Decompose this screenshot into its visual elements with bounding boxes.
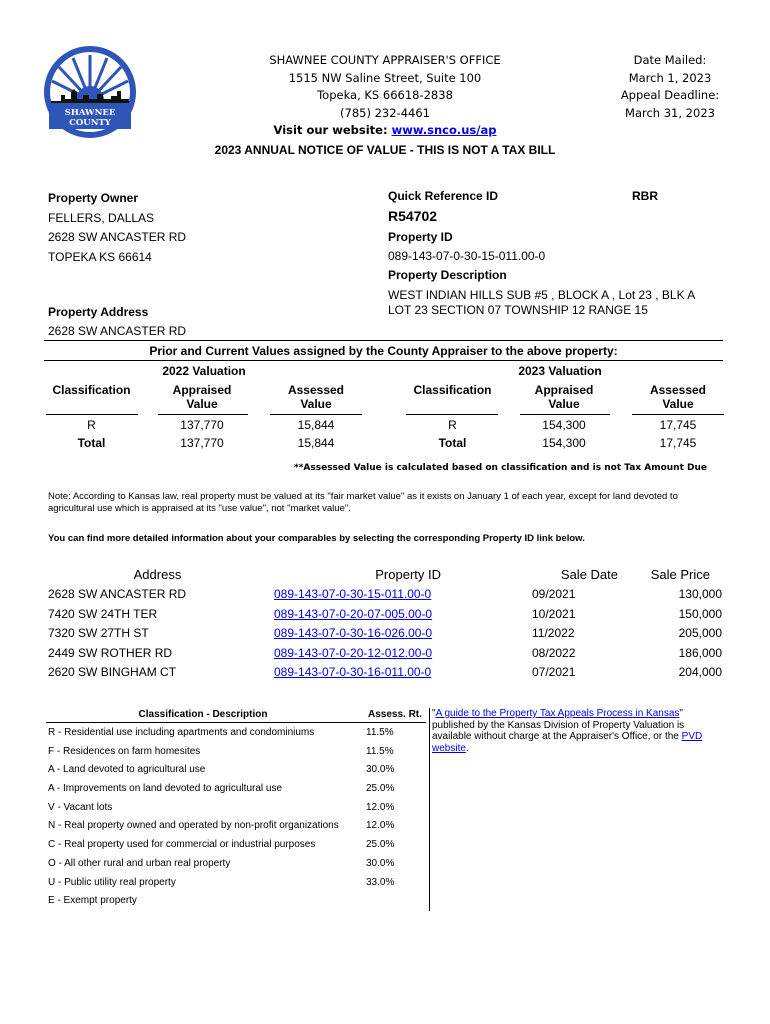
current-total-appraised: 154,300 bbox=[542, 436, 586, 450]
prior-col-appraised-l1: Appraised bbox=[172, 383, 232, 397]
classification-desc: U - Public utility real property bbox=[48, 876, 176, 888]
property-address: 2628 SW ANCASTER RD bbox=[48, 324, 187, 338]
classification-rate: 30.0% bbox=[366, 764, 395, 776]
appeal-deadline: March 31, 2023 bbox=[625, 105, 715, 120]
classification-rate: 25.0% bbox=[366, 783, 395, 795]
property-id: 089-143-07-0-30-15-011.00-0 bbox=[388, 249, 546, 263]
prior-col-classification: Classification bbox=[52, 383, 131, 397]
quick-ref-id: R54702 bbox=[388, 208, 438, 224]
prior-year-label: 2022 Valuation bbox=[162, 364, 246, 378]
classification-desc: R - Residential use including apartments and condominiums bbox=[48, 727, 315, 738]
column-divider bbox=[429, 708, 430, 911]
description-line2: LOT 23 SECTION 07 TOWNSHIP 12 RANGE 15 bbox=[388, 303, 648, 317]
assessed-footnote: **Assessed Value is calculated based on classification and is not Tax Amount Due bbox=[294, 463, 707, 473]
appeals-guide-note bbox=[432, 708, 732, 754]
website-label: Visit our website: bbox=[273, 123, 388, 137]
property-description bbox=[388, 288, 695, 318]
rule bbox=[270, 414, 362, 415]
office-address-block bbox=[240, 52, 530, 140]
prior-col-appraised bbox=[152, 383, 252, 411]
current-row-cls: R bbox=[448, 418, 457, 432]
guide-open-quote: " bbox=[432, 708, 436, 719]
guide-line4 bbox=[432, 743, 732, 755]
prior-row-assessed: 15,844 bbox=[297, 418, 335, 432]
classification-row bbox=[0, 839, 430, 858]
comp-sale-price: 186,000 bbox=[678, 645, 722, 660]
current-total-cls: Total bbox=[438, 436, 467, 450]
appeals-guide-link[interactable]: A guide to the Property Tax Appeals Process in Kansas bbox=[435, 708, 680, 719]
classification-row bbox=[0, 877, 430, 896]
classification-desc: C - Real property used for commercial or industrial purposes bbox=[48, 839, 316, 851]
property-address-label: Property Address bbox=[48, 305, 149, 319]
classification-row bbox=[0, 764, 430, 783]
comp-address: 2628 SW ANCASTER RD bbox=[48, 587, 187, 601]
comp-row bbox=[0, 587, 770, 607]
classification-row bbox=[0, 727, 430, 746]
rule bbox=[406, 414, 498, 415]
classification-desc: N - Real property owned and operated by non-profit organizations bbox=[48, 820, 339, 832]
current-col-classification: Classification bbox=[413, 383, 492, 397]
values-section-title: Prior and Current Values assigned by the County Appraiser to the above property: bbox=[149, 344, 618, 358]
classification-rate: 30.0% bbox=[366, 857, 395, 869]
prior-col-appraised-l2: Value bbox=[186, 397, 218, 411]
current-total-assessed: 17,745 bbox=[659, 436, 697, 450]
comp-address: 7320 SW 27TH ST bbox=[48, 626, 149, 641]
comp-sale-date: 10/2021 bbox=[532, 606, 576, 621]
prior-col-assessed-l1: Assessed bbox=[287, 383, 345, 397]
classification-rate: 33.0% bbox=[366, 876, 395, 888]
prior-total-cls: Total bbox=[77, 436, 106, 450]
svg-text:COUNTY: COUNTY bbox=[69, 118, 111, 128]
classification-desc: A - Land devoted to agricultural use bbox=[48, 764, 206, 776]
dates-block bbox=[595, 52, 745, 122]
comp-sale-date: 09/2021 bbox=[532, 587, 576, 601]
office-city: Topeka, KS 66618-2838 bbox=[317, 88, 453, 102]
note-line1: Note: According to Kansas law, real property must be valued at its "fair market value" as it exists on January 1 of each year, except for land devoted to bbox=[48, 491, 678, 502]
guide-line1 bbox=[432, 708, 732, 720]
comp-sale-date: 08/2022 bbox=[532, 645, 576, 660]
prior-col-assessed-l2: Value bbox=[300, 397, 332, 411]
owner-label: Property Owner bbox=[48, 191, 139, 205]
quick-ref-label: Quick Reference ID bbox=[388, 189, 499, 203]
classification-rate: 12.0% bbox=[366, 820, 395, 832]
values-title-rule bbox=[44, 360, 723, 361]
classification-row bbox=[0, 895, 430, 914]
owner-name: FELLERS, DALLAS bbox=[48, 210, 155, 225]
classification-header: Classification - Description bbox=[138, 709, 268, 720]
comp-property-id-link[interactable]: 089-143-07-0-20-07-005.00-0 bbox=[274, 606, 433, 621]
classification-rate: 12.0% bbox=[366, 801, 395, 813]
description-line1: WEST INDIAN HILLS SUB #5 , BLOCK A , Lot 23 , BLK A bbox=[388, 288, 696, 302]
pvd-link[interactable]: PVD bbox=[681, 731, 703, 742]
prior-row-cls: R bbox=[87, 418, 96, 432]
comp-sale-price: 204,000 bbox=[678, 665, 722, 680]
notice-title: 2023 ANNUAL NOTICE OF VALUE - THIS IS NOT A TAX BILL bbox=[214, 143, 556, 157]
comp-header-sale-date: Sale Date bbox=[560, 567, 618, 582]
comp-sale-price: 150,000 bbox=[678, 606, 722, 621]
guide-close-quote: " bbox=[679, 708, 683, 719]
current-col-assessed-l1: Assessed bbox=[649, 383, 707, 397]
owner-address1: 2628 SW ANCASTER RD bbox=[48, 230, 187, 244]
comp-header-property-id: Property ID bbox=[375, 567, 441, 582]
comparables-intro: You can find more detailed information about your comparables by selecting the corresponding Property ID link below. bbox=[48, 533, 585, 544]
comp-row bbox=[0, 607, 770, 627]
classification-desc: A - Improvements on land devoted to agricultural use bbox=[48, 783, 283, 795]
comp-sale-date: 11/2022 bbox=[532, 626, 575, 641]
guide-period: . bbox=[465, 742, 469, 754]
current-col-appraised-l1: Appraised bbox=[534, 383, 594, 397]
comp-header-sale-price: Sale Price bbox=[650, 567, 710, 582]
comparables-list bbox=[0, 587, 770, 685]
date-mailed: March 1, 2023 bbox=[628, 70, 712, 85]
rule bbox=[520, 414, 610, 415]
comp-sale-price: 205,000 bbox=[678, 626, 722, 641]
current-row-appraised: 154,300 bbox=[542, 418, 586, 432]
comp-row bbox=[0, 646, 770, 666]
classification-desc: O - All other rural and urban real property bbox=[48, 857, 231, 869]
assess-rate-header: Assess. Rt. bbox=[368, 709, 422, 720]
rule bbox=[632, 414, 724, 415]
classification-row bbox=[0, 802, 430, 821]
comp-row bbox=[0, 626, 770, 646]
rule bbox=[46, 414, 138, 415]
prior-col-assessed bbox=[266, 383, 366, 411]
comp-address: 2449 SW ROTHER RD bbox=[48, 645, 173, 660]
classification-row bbox=[0, 746, 430, 765]
prior-total-assessed: 15,844 bbox=[297, 436, 335, 450]
svg-text:SHAWNEE: SHAWNEE bbox=[64, 108, 116, 118]
owner-address2: TOPEKA KS 66614 bbox=[48, 249, 152, 264]
office-street: 1515 NW Saline Street, Suite 100 bbox=[288, 70, 482, 85]
classification-row bbox=[0, 820, 430, 839]
guide-line3 bbox=[432, 731, 732, 743]
guide-line3-text: available without charge at the Appraiser's Office, or the bbox=[432, 731, 682, 742]
classification-desc: E - Exempt property bbox=[48, 895, 137, 907]
comp-property-id-link[interactable]: 089-143-07-0-20-12-012.00-0 bbox=[274, 645, 433, 660]
current-col-appraised-l2: Value bbox=[548, 397, 580, 411]
rbr-label: RBR bbox=[632, 189, 658, 203]
property-description-label: Property Description bbox=[388, 268, 507, 282]
property-id-label: Property ID bbox=[388, 230, 453, 244]
values-top-rule bbox=[44, 340, 723, 341]
comp-sale-date: 07/2021 bbox=[532, 665, 576, 680]
pvd-website-link[interactable]: website bbox=[432, 742, 466, 754]
kansas-law-note bbox=[48, 491, 738, 515]
current-col-assessed bbox=[628, 383, 728, 411]
classification-row bbox=[0, 783, 430, 802]
classification-list bbox=[0, 727, 430, 914]
classification-row bbox=[0, 858, 430, 877]
classification-rate: 11.5% bbox=[366, 727, 394, 738]
county-seal-logo bbox=[43, 45, 137, 139]
comp-sale-price: 130,000 bbox=[678, 587, 722, 601]
office-phone: (785) 232-4461 bbox=[340, 105, 430, 120]
classification-desc: F - Residences on farm homesites bbox=[48, 745, 201, 757]
current-row-assessed: 17,745 bbox=[659, 418, 697, 432]
comp-property-id-link[interactable]: 089-143-07-0-30-16-026.00-0 bbox=[274, 626, 433, 641]
prior-total-appraised: 137,770 bbox=[180, 436, 224, 450]
comp-address: 2620 SW BINGHAM CT bbox=[48, 665, 177, 680]
comp-row bbox=[0, 665, 770, 685]
comp-address: 7420 SW 24TH TER bbox=[48, 606, 158, 621]
owner-block bbox=[48, 189, 186, 267]
prior-row-appraised: 137,770 bbox=[180, 418, 224, 432]
classification-desc: V - Vacant lots bbox=[48, 801, 113, 813]
classification-rate: 25.0% bbox=[366, 839, 395, 851]
guide-line2: published by the Kansas Division of Property Valuation is bbox=[432, 719, 685, 731]
note-line2: agricultural use which is appraised at its "use value", not "market value". bbox=[48, 503, 351, 514]
office-name: SHAWNEE COUNTY APPRAISER'S OFFICE bbox=[269, 53, 501, 67]
date-mailed-label: Date Mailed: bbox=[633, 53, 707, 67]
comp-header-address: Address bbox=[133, 567, 182, 582]
current-col-assessed-l2: Value bbox=[662, 397, 694, 411]
comp-property-id-link[interactable]: 089-143-07-0-30-15-011.00-0 bbox=[274, 587, 432, 601]
classification-rule bbox=[46, 722, 426, 723]
current-col-appraised bbox=[514, 383, 614, 411]
website-link[interactable]: www.snco.us/ap bbox=[391, 123, 497, 137]
comp-property-id-link[interactable]: 089-143-07-0-30-16-011.00-0 bbox=[274, 665, 432, 680]
classification-rate: 11.5% bbox=[366, 745, 394, 757]
current-year-label: 2023 Valuation bbox=[518, 364, 602, 378]
website-line bbox=[240, 122, 530, 140]
appeal-deadline-label: Appeal Deadline: bbox=[620, 88, 720, 102]
rule bbox=[158, 414, 248, 415]
